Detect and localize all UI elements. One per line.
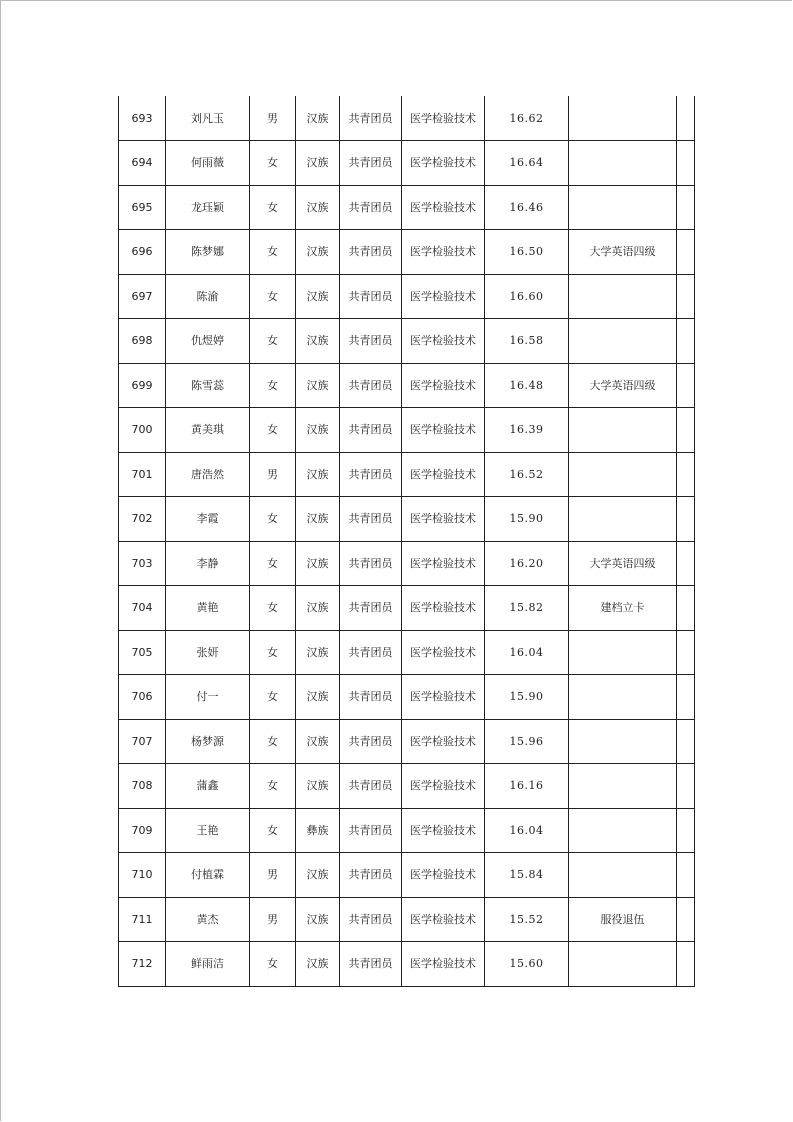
row-number: 704 (119, 586, 166, 631)
table-row (119, 675, 695, 720)
major-text: 医学检验技术 (410, 467, 476, 481)
political-status: 共青团员 (340, 96, 402, 141)
row-number: 697 (119, 274, 166, 319)
student-note (569, 319, 677, 364)
table-row (119, 897, 695, 942)
empty-cell (677, 452, 695, 497)
student-score: 16.48 (485, 363, 569, 408)
student-roster-table (118, 96, 695, 987)
student-sex: 女 (250, 764, 296, 809)
student-note (569, 274, 677, 319)
student-name: 黄杰 (166, 897, 250, 942)
student-sex: 女 (250, 586, 296, 631)
row-number: 705 (119, 630, 166, 675)
student-sex: 女 (250, 675, 296, 720)
row-number: 706 (119, 675, 166, 720)
student-major (402, 764, 485, 809)
major-text: 医学检验技术 (410, 734, 476, 748)
student-note: 建档立卡 (569, 586, 677, 631)
student-name: 蒲鑫 (166, 764, 250, 809)
student-name: 何雨薇 (166, 141, 250, 186)
student-sex: 男 (250, 96, 296, 141)
student-score: 16.50 (485, 230, 569, 275)
table-row (119, 274, 695, 319)
political-status: 共青团员 (340, 230, 402, 275)
political-status: 共青团员 (340, 185, 402, 230)
student-ethnicity: 汉族 (296, 764, 340, 809)
student-ethnicity: 汉族 (296, 319, 340, 364)
empty-cell (677, 808, 695, 853)
table-row (119, 230, 695, 275)
political-status: 共青团员 (340, 141, 402, 186)
political-status: 共青团员 (340, 719, 402, 764)
empty-cell (677, 185, 695, 230)
student-note: 大学英语四级 (569, 363, 677, 408)
student-sex: 男 (250, 897, 296, 942)
student-score: 16.46 (485, 185, 569, 230)
student-note: 大学英语四级 (569, 541, 677, 586)
student-ethnicity: 汉族 (296, 897, 340, 942)
student-sex: 女 (250, 185, 296, 230)
row-number: 693 (119, 96, 166, 141)
student-sex: 女 (250, 630, 296, 675)
major-text: 医学检验技术 (410, 645, 476, 659)
student-note (569, 185, 677, 230)
student-note (569, 141, 677, 186)
student-ethnicity: 汉族 (296, 541, 340, 586)
student-major (402, 363, 485, 408)
student-major (402, 230, 485, 275)
table-row (119, 764, 695, 809)
student-score: 16.16 (485, 764, 569, 809)
row-number: 701 (119, 452, 166, 497)
student-sex: 女 (250, 274, 296, 319)
student-note (569, 675, 677, 720)
table-row (119, 363, 695, 408)
empty-cell (677, 853, 695, 898)
political-status: 共青团员 (340, 808, 402, 853)
empty-cell (677, 586, 695, 631)
student-major (402, 897, 485, 942)
table-row (119, 185, 695, 230)
student-sex: 女 (250, 719, 296, 764)
student-name: 王艳 (166, 808, 250, 853)
major-text: 医学检验技术 (410, 912, 476, 926)
student-ethnicity: 汉族 (296, 408, 340, 453)
empty-cell (677, 230, 695, 275)
row-number: 708 (119, 764, 166, 809)
student-sex: 女 (250, 230, 296, 275)
major-text: 医学检验技术 (410, 111, 476, 125)
student-ethnicity: 汉族 (296, 630, 340, 675)
student-major (402, 630, 485, 675)
student-score: 15.84 (485, 853, 569, 898)
student-score: 16.04 (485, 630, 569, 675)
row-number: 695 (119, 185, 166, 230)
student-score: 15.96 (485, 719, 569, 764)
student-ethnicity: 汉族 (296, 853, 340, 898)
student-score: 15.82 (485, 586, 569, 631)
student-ethnicity: 汉族 (296, 274, 340, 319)
major-text: 医学检验技术 (410, 556, 476, 570)
row-number: 710 (119, 853, 166, 898)
student-note (569, 408, 677, 453)
student-sex: 女 (250, 808, 296, 853)
political-status: 共青团员 (340, 363, 402, 408)
major-text: 医学检验技术 (410, 156, 476, 170)
empty-cell (677, 319, 695, 364)
empty-cell (677, 497, 695, 542)
student-name: 鲜雨洁 (166, 942, 250, 987)
major-text: 医学检验技术 (410, 690, 476, 704)
student-note (569, 853, 677, 898)
student-major (402, 96, 485, 141)
student-score: 15.90 (485, 675, 569, 720)
student-note (569, 764, 677, 809)
student-ethnicity: 汉族 (296, 942, 340, 987)
student-score: 15.60 (485, 942, 569, 987)
row-number: 696 (119, 230, 166, 275)
table-row (119, 408, 695, 453)
student-ethnicity: 汉族 (296, 141, 340, 186)
student-name: 李霞 (166, 497, 250, 542)
table-row (119, 497, 695, 542)
student-name: 仇煜婷 (166, 319, 250, 364)
student-name: 刘凡玉 (166, 96, 250, 141)
student-score: 15.52 (485, 897, 569, 942)
major-text: 医学检验技术 (410, 200, 476, 214)
student-sex: 女 (250, 141, 296, 186)
student-score: 16.62 (485, 96, 569, 141)
student-score: 16.39 (485, 408, 569, 453)
major-text: 医学检验技术 (410, 823, 476, 837)
student-score: 15.90 (485, 497, 569, 542)
table-row (119, 452, 695, 497)
student-note (569, 452, 677, 497)
student-major (402, 452, 485, 497)
student-name: 陈雪蕊 (166, 363, 250, 408)
student-major (402, 586, 485, 631)
student-major (402, 185, 485, 230)
student-name: 黄美琪 (166, 408, 250, 453)
student-ethnicity: 汉族 (296, 185, 340, 230)
student-ethnicity: 汉族 (296, 719, 340, 764)
empty-cell (677, 541, 695, 586)
student-note (569, 719, 677, 764)
major-text: 医学检验技术 (410, 957, 476, 971)
table-row (119, 719, 695, 764)
empty-cell (677, 96, 695, 141)
political-status: 共青团员 (340, 408, 402, 453)
empty-cell (677, 675, 695, 720)
major-text: 医学检验技术 (410, 601, 476, 615)
student-note (569, 808, 677, 853)
empty-cell (677, 719, 695, 764)
student-major (402, 675, 485, 720)
student-name: 黄艳 (166, 586, 250, 631)
major-text: 医学检验技术 (410, 512, 476, 526)
student-ethnicity: 汉族 (296, 363, 340, 408)
student-sex: 女 (250, 942, 296, 987)
student-major (402, 141, 485, 186)
student-score: 16.04 (485, 808, 569, 853)
student-major (402, 497, 485, 542)
student-note: 服役退伍 (569, 897, 677, 942)
student-name: 付植霖 (166, 853, 250, 898)
table-row (119, 96, 695, 141)
student-ethnicity: 汉族 (296, 230, 340, 275)
student-score: 16.52 (485, 452, 569, 497)
student-name: 龙珏颖 (166, 185, 250, 230)
political-status: 共青团员 (340, 630, 402, 675)
row-number: 698 (119, 319, 166, 364)
empty-cell (677, 363, 695, 408)
major-text: 医学检验技术 (410, 378, 476, 392)
political-status: 共青团员 (340, 541, 402, 586)
student-major (402, 853, 485, 898)
student-sex: 女 (250, 408, 296, 453)
student-name: 付一 (166, 675, 250, 720)
student-score: 16.60 (485, 274, 569, 319)
student-major (402, 942, 485, 987)
student-sex: 男 (250, 853, 296, 898)
student-name: 杨梦源 (166, 719, 250, 764)
student-note (569, 497, 677, 542)
student-name: 李静 (166, 541, 250, 586)
student-name: 张妍 (166, 630, 250, 675)
empty-cell (677, 897, 695, 942)
empty-cell (677, 630, 695, 675)
major-text: 医学检验技术 (410, 334, 476, 348)
student-note: 大学英语四级 (569, 230, 677, 275)
major-text: 医学检验技术 (410, 289, 476, 303)
political-status: 共青团员 (340, 764, 402, 809)
political-status: 共青团员 (340, 452, 402, 497)
student-ethnicity: 汉族 (296, 675, 340, 720)
student-ethnicity: 汉族 (296, 96, 340, 141)
table-row (119, 586, 695, 631)
student-major (402, 541, 485, 586)
student-name: 陈梦娜 (166, 230, 250, 275)
student-score: 16.64 (485, 141, 569, 186)
political-status: 共青团员 (340, 853, 402, 898)
student-ethnicity: 汉族 (296, 586, 340, 631)
political-status: 共青团员 (340, 586, 402, 631)
table-row (119, 630, 695, 675)
student-ethnicity: 汉族 (296, 452, 340, 497)
student-name: 陈渝 (166, 274, 250, 319)
student-score: 16.20 (485, 541, 569, 586)
student-sex: 女 (250, 541, 296, 586)
student-note (569, 942, 677, 987)
student-sex: 女 (250, 363, 296, 408)
student-score: 16.58 (485, 319, 569, 364)
student-ethnicity: 彝族 (296, 808, 340, 853)
empty-cell (677, 942, 695, 987)
student-major (402, 408, 485, 453)
student-major (402, 274, 485, 319)
row-number: 712 (119, 942, 166, 987)
row-number: 702 (119, 497, 166, 542)
empty-cell (677, 408, 695, 453)
table-row (119, 808, 695, 853)
student-ethnicity: 汉族 (296, 497, 340, 542)
row-number: 709 (119, 808, 166, 853)
political-status: 共青团员 (340, 897, 402, 942)
empty-cell (677, 141, 695, 186)
roster-body (119, 96, 695, 986)
empty-cell (677, 274, 695, 319)
student-sex: 女 (250, 497, 296, 542)
student-major (402, 808, 485, 853)
row-number: 703 (119, 541, 166, 586)
student-note (569, 630, 677, 675)
political-status: 共青团员 (340, 497, 402, 542)
major-text: 医学检验技术 (410, 245, 476, 259)
row-number: 711 (119, 897, 166, 942)
student-sex: 女 (250, 319, 296, 364)
student-major (402, 719, 485, 764)
student-name: 唐浩然 (166, 452, 250, 497)
row-number: 699 (119, 363, 166, 408)
row-number: 694 (119, 141, 166, 186)
table-row (119, 942, 695, 987)
table-row (119, 541, 695, 586)
political-status: 共青团员 (340, 274, 402, 319)
major-text: 医学检验技术 (410, 779, 476, 793)
table-row (119, 853, 695, 898)
student-note (569, 96, 677, 141)
major-text: 医学检验技术 (410, 868, 476, 882)
student-sex: 男 (250, 452, 296, 497)
row-number: 707 (119, 719, 166, 764)
empty-cell (677, 764, 695, 809)
political-status: 共青团员 (340, 319, 402, 364)
student-major (402, 319, 485, 364)
political-status: 共青团员 (340, 942, 402, 987)
table-row (119, 141, 695, 186)
row-number: 700 (119, 408, 166, 453)
political-status: 共青团员 (340, 675, 402, 720)
table-row (119, 319, 695, 364)
major-text: 医学检验技术 (410, 423, 476, 437)
